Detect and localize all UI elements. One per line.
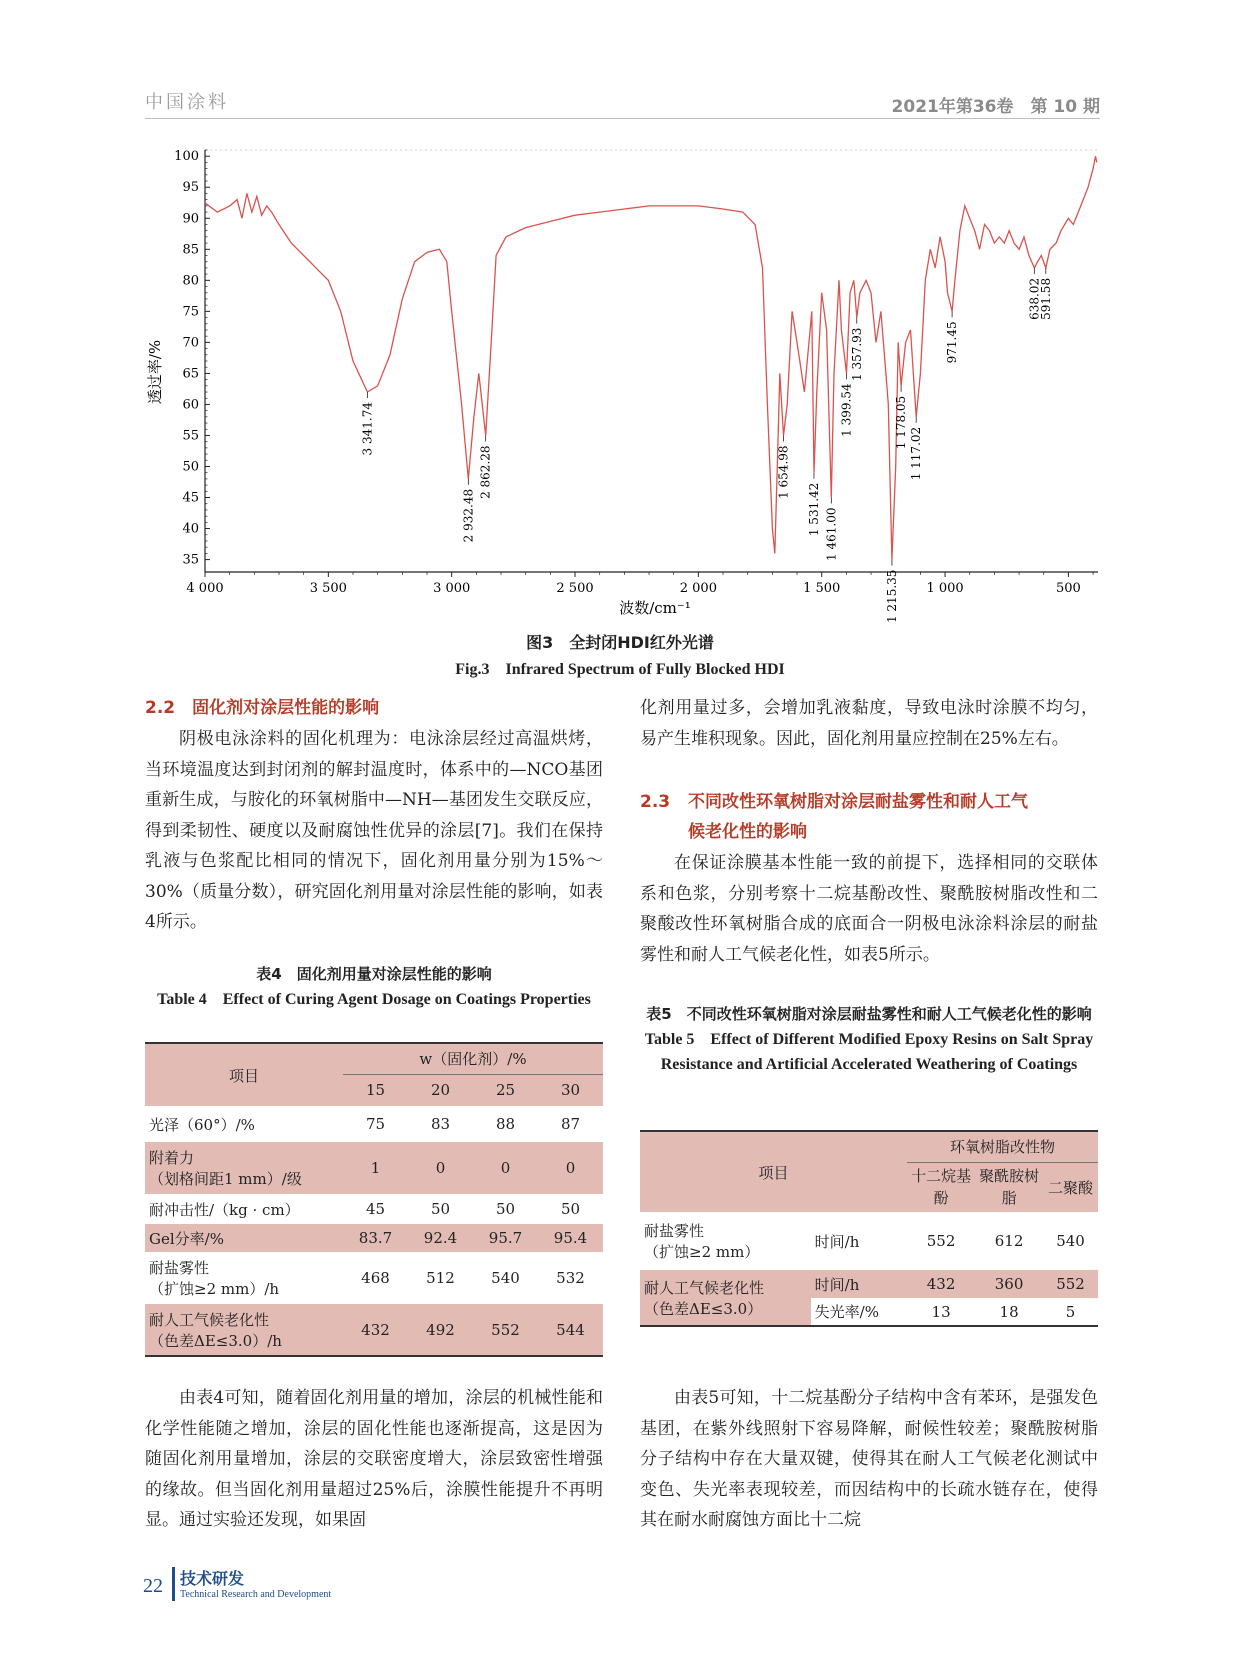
peak-label: 1 117.02 xyxy=(909,426,924,481)
table-cell: 540 xyxy=(1056,1232,1085,1250)
table4-caption-cn: 表4 固化剂用量对涂层性能的影响 xyxy=(256,965,492,983)
table4-row-label: Gel分率/% xyxy=(149,1229,224,1248)
table-row xyxy=(145,1142,603,1194)
x-tick-label: 1 500 xyxy=(803,581,841,596)
table4-col-header: 20 xyxy=(430,1081,451,1100)
table4-row-label: 光泽（60°）/% xyxy=(149,1115,255,1134)
right-bottom-text: 由表5可知，十二烷基酚分子结构中含有苯环，是强发色基团，在紫外线照射下容易降解，耐候性较差；聚酰胺树脂分子结构中存在大量双键，使得其在耐人工气候老化测试中变色、失光率表现较差，而因结构中的长疏水链存在，使得其在耐水耐腐蚀方面比十二烷 xyxy=(640,1388,1098,1530)
table5-col-header: 聚酰胺树脂 xyxy=(979,1167,1040,1208)
y-tick-label: 75 xyxy=(182,304,199,320)
table-cell: 552 xyxy=(491,1320,520,1339)
table5-caption xyxy=(640,1002,1098,1077)
table-cell: 532 xyxy=(556,1269,585,1287)
left-bottom-paragraph xyxy=(145,1383,603,1536)
peak-label: 1 357.93 xyxy=(849,327,864,381)
peak-label: 591.58 xyxy=(1038,277,1053,320)
table-cell: 18 xyxy=(999,1302,1019,1321)
table-cell: 432 xyxy=(361,1320,390,1339)
peak-label: 1 178.05 xyxy=(894,395,909,450)
table-row xyxy=(145,1304,603,1356)
peak-label: 2 932.48 xyxy=(461,488,476,543)
table4-item-header: 项目 xyxy=(228,1066,259,1085)
y-tick-label: 80 xyxy=(182,273,199,289)
table-cell: 50 xyxy=(560,1200,581,1218)
x-tick-label: 2 500 xyxy=(556,581,594,596)
x-tick-label: 3 000 xyxy=(433,581,471,596)
table4-caption xyxy=(145,962,603,1012)
table4-group-header: w（固化剂）/% xyxy=(343,1043,603,1074)
footer-divider xyxy=(172,1567,175,1601)
section-2-3-paragraph xyxy=(640,848,1098,970)
table4-col-header: 15 xyxy=(365,1081,386,1100)
table5-sub-label: 失光率/% xyxy=(811,1298,907,1326)
right-bottom-paragraph xyxy=(640,1383,1098,1536)
table-row xyxy=(145,1194,603,1224)
table4 xyxy=(145,1042,603,1357)
table-cell: 0 xyxy=(435,1159,446,1177)
table-cell: 468 xyxy=(361,1269,390,1287)
footer-section-en: Technical Research and Development xyxy=(180,1589,332,1600)
table4-caption-en: Table 4 Effect of Curing Agent Dosage on Coatings Properties xyxy=(157,991,591,1008)
table-cell: 1 xyxy=(370,1159,381,1177)
x-tick-label: 2 000 xyxy=(679,581,717,596)
table-row xyxy=(640,1212,1098,1270)
peak-label: 1 399.54 xyxy=(839,383,854,437)
peak-label: 1 215.35 xyxy=(884,569,899,624)
footer-section-cn: 技术研发 xyxy=(180,1569,245,1588)
table-cell: 612 xyxy=(994,1232,1024,1250)
table4-col-header: 25 xyxy=(495,1081,516,1100)
table4-row-label: 耐人工气候老化性 （色差ΔE≤3.0）/h xyxy=(149,1310,282,1350)
table-cell: 512 xyxy=(426,1269,455,1287)
table4-col-header: 30 xyxy=(560,1081,581,1100)
section-2-3-heading-line2: 候老化性的影响 xyxy=(688,822,807,842)
table5-col-header: 十二烷基酚 xyxy=(911,1167,972,1208)
table-row xyxy=(145,1224,603,1252)
table-cell: 5 xyxy=(1065,1302,1076,1321)
figure-caption-cn: 图3 全封闭HDI红外光谱 xyxy=(526,633,714,652)
page-number: 22 xyxy=(143,1575,163,1597)
table-cell: 492 xyxy=(426,1320,455,1339)
peak-label: 1 531.42 xyxy=(806,482,821,537)
peak-label: 971.45 xyxy=(945,321,960,364)
table5-sub-label: 时间/h xyxy=(814,1275,860,1294)
table-cell: 95.7 xyxy=(488,1229,523,1247)
table5-item-header: 项目 xyxy=(758,1163,789,1182)
table-row xyxy=(145,1252,603,1304)
table-cell: 544 xyxy=(556,1320,585,1339)
table-cell: 552 xyxy=(926,1232,956,1250)
table5-group-header: 环氧树脂改性物 xyxy=(907,1131,1098,1162)
section-2-3-heading-line1: 不同改性环氧树脂对涂层耐盐雾性和耐人工气 xyxy=(688,792,1028,812)
table5-col-header: 二聚酸 xyxy=(1048,1178,1094,1197)
ir-spectrum-chart xyxy=(0,0,1240,640)
table5 xyxy=(640,1130,1098,1327)
table5-caption-en: Table 5 Effect of Different Modified Epoxy Resins on Salt Spray Resistance and Artificial Accelerated Weathering of Coatings xyxy=(644,1031,1094,1073)
table-cell: 92.4 xyxy=(423,1229,458,1247)
table5-sub-label: 时间/h xyxy=(814,1232,860,1251)
table-cell: 88 xyxy=(495,1115,516,1133)
table-cell: 552 xyxy=(1056,1275,1085,1293)
x-axis-label: 波数/cm⁻¹ xyxy=(619,599,691,617)
table-cell: 83 xyxy=(430,1115,451,1133)
y-tick-label: 50 xyxy=(182,459,199,475)
y-axis-label: 透过率/% xyxy=(146,339,164,405)
x-tick-label: 500 xyxy=(1055,581,1081,596)
table-cell: 0 xyxy=(500,1159,511,1177)
y-tick-label: 85 xyxy=(182,242,199,258)
table-cell: 75 xyxy=(365,1115,386,1133)
section-2-2-text: 阴极电泳涂料的固化机理为：电泳涂层经过高温烘烤，当环境温度达到封闭剂的解封温度时，体系中的—NCO基团重新生成，与胺化的环氧树脂中—NH—基团发生交联反应，得到柔韧性、硬度以及耐腐蚀性优异的涂层[7]。我们在保持乳液与色浆配比相同的情况下，固化剂用量分别为15%～30%（质量分数），研究固化剂用量对涂层性能的影响，如表4所示。 xyxy=(145,729,603,932)
table-cell: 540 xyxy=(491,1269,520,1287)
section-2-2-paragraph xyxy=(145,724,603,938)
issue-info: 2021年第36卷 第 10 期 xyxy=(891,97,1100,117)
table-cell: 13 xyxy=(931,1302,951,1321)
figure-caption-en: Fig.3 Infrared Spectrum of Fully Blocked HDI xyxy=(455,661,785,678)
peak-label: 1 654.98 xyxy=(776,445,791,499)
table-cell: 0 xyxy=(565,1159,576,1177)
table-cell: 50 xyxy=(495,1200,516,1218)
y-tick-label: 45 xyxy=(182,490,199,506)
y-tick-label: 90 xyxy=(182,211,199,227)
section-2-2-heading: 2.2 固化剂对涂层性能的影响 xyxy=(145,698,380,718)
peak-label: 638.02 xyxy=(1027,277,1042,320)
table5-row-label: 耐盐雾性 （扩蚀≥2 mm） xyxy=(644,1222,760,1261)
journal-name: 中国涂料 xyxy=(145,92,229,113)
right-top-paragraph xyxy=(640,693,1098,754)
table-cell: 432 xyxy=(926,1275,956,1293)
y-tick-label: 40 xyxy=(182,521,199,537)
y-tick-label: 55 xyxy=(182,428,199,444)
table-row xyxy=(640,1270,1098,1298)
y-tick-label: 35 xyxy=(182,552,199,568)
x-tick-label: 4 000 xyxy=(186,581,224,596)
section-2-3-heading xyxy=(688,787,1098,847)
table5-caption-cn: 表5 不同改性环氧树脂对涂层耐盐雾性和耐人工气候老化性的影响 xyxy=(646,1005,1092,1023)
table4-row-label: 附着力 （划格间距1 mm）/级 xyxy=(149,1149,302,1188)
y-tick-label: 70 xyxy=(182,335,199,351)
x-tick-label: 1 000 xyxy=(926,581,964,596)
left-bottom-text: 由表4可知，随着固化剂用量的增加，涂层的机械性能和化学性能随之增加，涂层的固化性能也逐渐提高，这是因为随固化剂用量增加，涂层的交联密度增大，涂层致密性增强的缘故。但当固化剂用量超过25%后，涂膜性能提升不再明显。通过实验还发现，如果固 xyxy=(145,1388,603,1530)
table-row xyxy=(145,1106,603,1142)
peak-label: 1 461.00 xyxy=(824,507,839,561)
right-top-text: 化剂用量过多，会增加乳液黏度，导致电泳时涂膜不均匀，易产生堆积现象。因此，固化剂用量应控制在25%左右。 xyxy=(640,698,1098,749)
table4-row-label: 耐盐雾性 （扩蚀≥2 mm）/h xyxy=(149,1259,280,1298)
peak-label: 2 862.28 xyxy=(478,445,493,499)
section-2-3-number: 2.3 xyxy=(640,792,671,812)
table-cell: 95.4 xyxy=(553,1229,588,1247)
peak-label: 3 341.74 xyxy=(360,402,375,456)
table-cell: 45 xyxy=(365,1200,386,1218)
y-tick-label: 60 xyxy=(182,397,199,413)
y-tick-label: 65 xyxy=(182,366,199,382)
table-cell: 360 xyxy=(994,1275,1024,1293)
section-2-3-text: 在保证涂膜基本性能一致的前提下，选择相同的交联体系和色浆，分别考察十二烷基酚改性、聚酰胺树脂改性和二聚酸改性环氧树脂合成的底面合一阴极电泳涂料涂层的耐盐雾性和耐人工气候老化性，如表5所示。 xyxy=(640,853,1098,965)
table4-row-label: 耐冲击性/（kg · cm） xyxy=(149,1200,300,1219)
y-tick-label: 95 xyxy=(182,180,199,196)
table5-row-label: 耐人工气候老化性 （色差ΔE≤3.0） xyxy=(644,1278,765,1318)
spectrum-line xyxy=(205,156,1097,559)
y-tick-label: 100 xyxy=(174,149,199,165)
x-tick-label: 3 500 xyxy=(309,581,347,596)
table-cell: 83.7 xyxy=(358,1229,393,1247)
table-cell: 87 xyxy=(560,1115,581,1133)
table-cell: 50 xyxy=(430,1200,451,1218)
